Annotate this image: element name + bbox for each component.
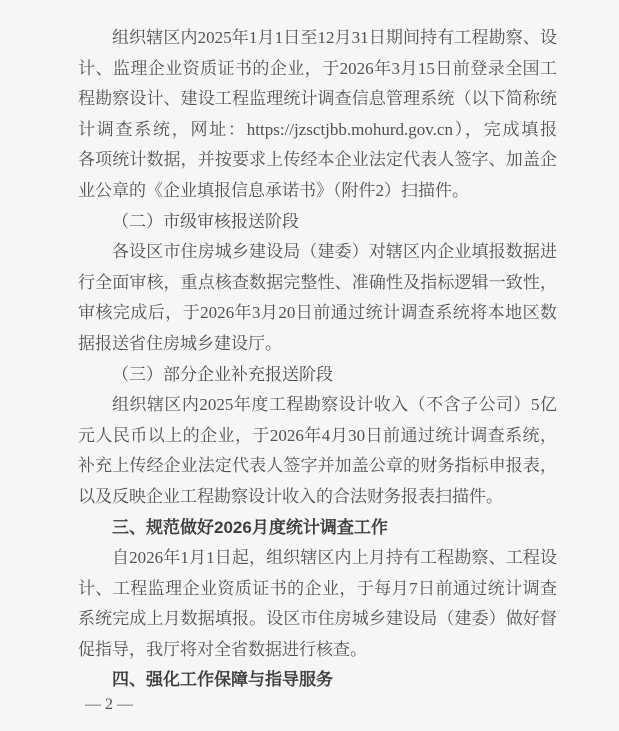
subsection-heading-city-review: （二）市级审核报送阶段 <box>112 211 299 231</box>
text-line: 促指导，我厅将对全省数据进行核查。 <box>78 639 367 659</box>
text-line: 程勘察设计、建设工程监理统计调查信息管理系统（以下简称统 <box>78 89 557 109</box>
text-line: 补充上传经企业法定代表人签字并加盖公章的财务指标申报表， <box>78 456 557 476</box>
text-line: 行全面审核，重点核查数据完整性、准确性及指标逻辑一致性， <box>78 272 557 292</box>
statistics-system-url: https://jzsctjbb.mohurd.gov.cn <box>246 119 453 139</box>
text-line: 组织辖区内2025年度工程勘察设计收入（不含子公司）5亿 <box>112 395 557 415</box>
section-heading-monthly-survey: 三、规范做好2026月度统计调查工作 <box>112 517 388 537</box>
text-line: 据报送省住房城乡建设厅。 <box>78 333 282 353</box>
text-line: 计、工程监理企业资质证书的企业，于每月7日前通过统计调查 <box>78 578 557 598</box>
subsection-heading-supplement: （三）部分企业补充报送阶段 <box>112 364 333 384</box>
text-line: 元人民币以上的企业，于2026年4月30日前通过统计调查系统， <box>78 425 557 445</box>
text-line: 各项统计数据，并按要求上传经本企业法定代表人签字、加盖企 <box>78 150 557 170</box>
text-line: 以及反映企业工程勘察设计收入的合法财务报表扫描件。 <box>78 486 503 506</box>
text-line: 组织辖区内2025年1月1日至12月31日期间持有工程勘察、设 <box>112 28 557 47</box>
text-line: 系统完成上月数据填报。设区市住房城乡建设局（建委）做好督 <box>78 609 557 629</box>
page-content <box>78 23 557 696</box>
text-line: 审核完成后，于2026年3月20日前通过统计调查系统将本地区数 <box>78 303 557 323</box>
text-line: 业公章的《企业填报信息承诺书》（附件2）扫描件。 <box>78 180 469 200</box>
url-line-prefix: 计调查系统，网址： <box>78 119 247 139</box>
text-line: 计、监理企业资质证书的企业，于2026年3月15日前登录全国工 <box>78 58 557 78</box>
section-heading-work-support: 四、强化工作保障与指导服务 <box>112 670 333 690</box>
text-line: 各设区市住房城乡建设局（建委）对辖区内企业填报数据进 <box>112 242 557 262</box>
text-line: 自2026年1月1日起，组织辖区内上月持有工程勘察、工程设 <box>112 548 557 568</box>
text-line-with-url <box>78 115 557 146</box>
url-line-suffix: ），完成填报 <box>452 119 557 139</box>
page-number: — 2 — <box>85 696 133 713</box>
